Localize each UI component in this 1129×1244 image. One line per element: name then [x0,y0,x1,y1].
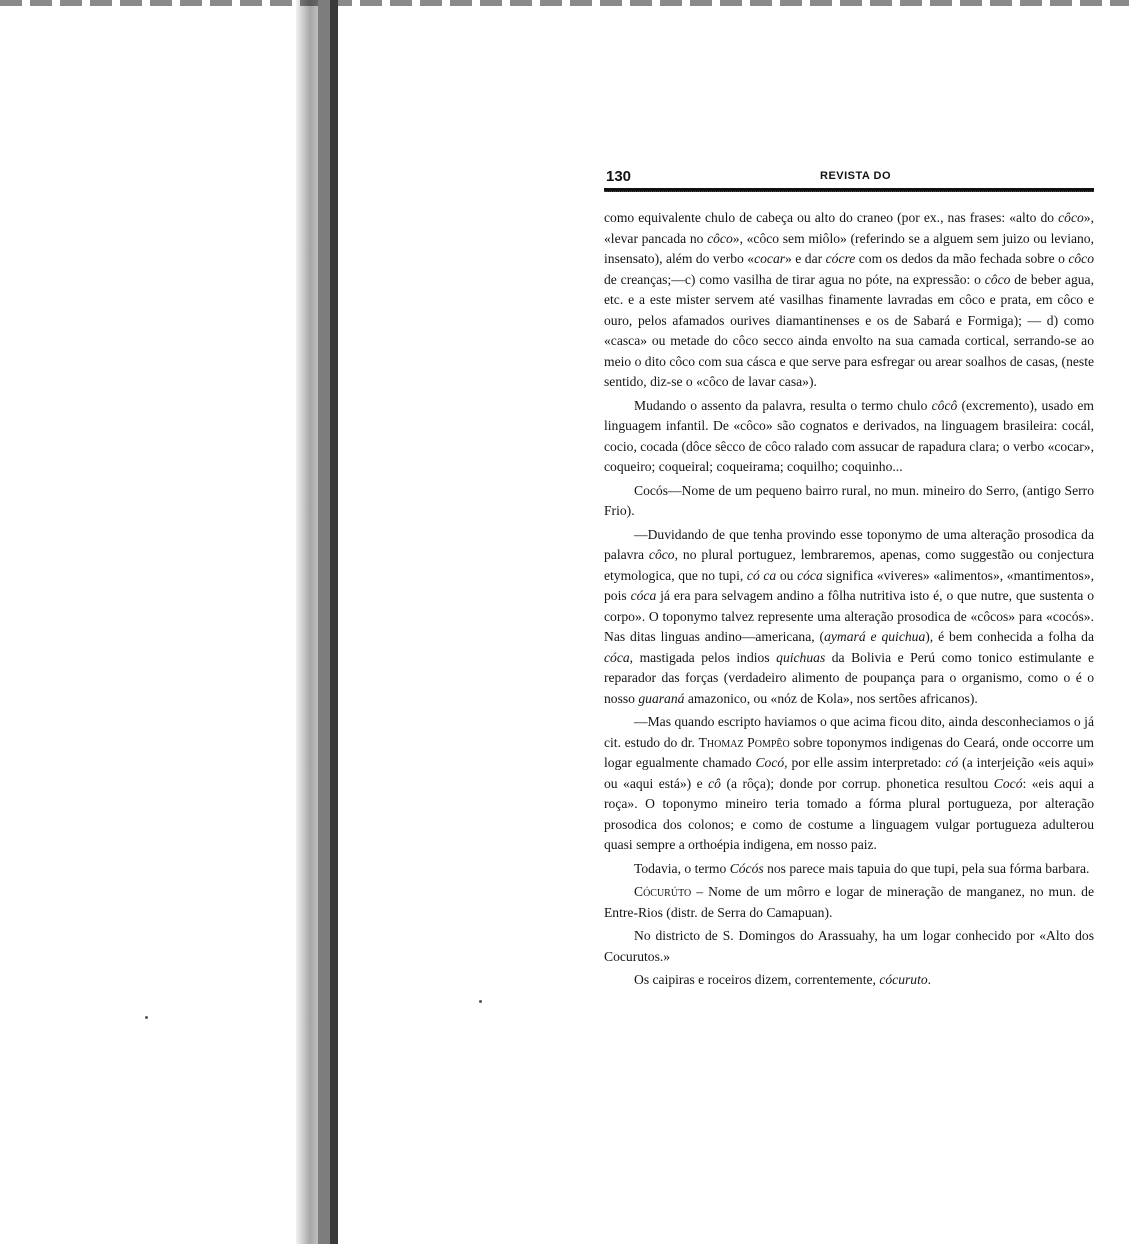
paragraph [604,481,1094,522]
italic-term: côco [984,271,1011,287]
italic-term: cô [708,775,721,791]
text-run: significa «viveres» «alimentos», «mantimentos», pois [604,567,1095,603]
italic-term: cócre [825,251,856,266]
italic-term: aymará e quichua [824,629,926,644]
paragraph [604,859,1094,880]
text-run: ), é bem conhecida a folha da [925,629,1094,644]
italic-term: cóca [797,567,823,583]
italic-term: cóca [630,588,657,603]
text-run: : «eis aqui a roça». O toponymo mineiro teria tomado a fórma plural portugueza, por alteração prosodica dos colonos; e como de costume a linguagem vulgar portugueza adulterou quasi sempre a orthoépia indigena, em nosso paiz. [604,775,1094,852]
italic-term: cocar [754,251,786,266]
scan-speck [479,1000,482,1003]
small-caps-name: Thomaz Pompêo [698,734,790,750]
text-run: . [927,972,932,987]
paragraph [604,525,1094,710]
paragraph [604,882,1094,923]
text-run: Os caipiras e roceiros dizem, correntemente, [634,972,880,987]
body-text [604,208,1094,991]
italic-term: côcô [931,397,958,413]
text-run: , mastigada pelos indios [629,649,777,665]
text-run: —Duvidando de que tenha provindo esse toponymo de uma alteração prosodica da palavra [604,526,1094,562]
text-run: como equivalente chulo de cabeça ou alto do craneo (por ex., nas frases: «alto do [604,210,1059,225]
italic-term: có [945,755,959,770]
text-run: », «levar pancada no [604,210,1094,246]
text-run: de creanças;—c) como vasilha de tirar agua no póte, na expressão: o [604,271,985,287]
text-run: , por elle assim interpretado: [784,755,946,770]
italic-term: cóca [604,649,630,665]
italic-term: côco [1068,251,1094,266]
book-page [604,166,1094,991]
text-run: amazonico, ou «nóz de Kola», nos sertões africanos). [684,690,978,706]
italic-term: côco [1058,210,1084,225]
paragraph [604,970,1094,991]
text-run: ou [776,567,798,583]
italic-term: Cócós [729,860,764,876]
text-run: Mudando o assento da palavra, resulta o termo chulo [634,397,932,413]
text-run: da Bolivia e Perú como tonico estimulante e reparador das forças (verdadeiro alimento de poupança para o organismo, como o é o nosso [604,649,1094,706]
text-run: com os dedos da mão fechada sobre o [855,251,1069,266]
paragraph [604,396,1094,478]
header-rule [604,188,1094,192]
text-run: – Nome de um môrro e logar de mineração de manganez, no mun. de Entre-Rios (distr. de Serra do Camapuan). [604,884,1094,920]
page-number: 130 [606,168,632,185]
small-caps-name: Cócurúto [634,884,692,899]
italic-term: có ca [746,567,777,583]
text-run: Cocós—Nome de um pequeno bairro rural, no mun. mineiro do Serro, (antigo Serro Frio). [604,482,1094,518]
italic-term: cócuruto [879,972,928,987]
page-header [604,166,1094,188]
text-run: —Mas quando escripto haviamos o que acima ficou dito, ainda desconheciamos o já cit. estudo do dr. [604,714,1094,750]
text-run: nos parece mais tapuia do que tupi, pela sua fórma barbara. [763,860,1090,876]
paragraph [604,208,1094,393]
text-run: já era para selvagem andino a fôlha nutritiva isto é, o que nutre, que sustenta o corpo». O toponymo talvez represente uma alteração prosodica de «côcos» para «cocós». Nas ditas linguas andino—americana, ( [604,588,1094,644]
text-run: (excremento), usado em linguagem infantil. De «côco» são cognatos e derivados, na linguagem brasileira: cocál, cocio, cocada (dôce sêcco de côco ralado com assucar de rapadura clara; o verbo «cocar», coqueiro; coqueiral; coqueirama; coquilho; coquinho... [604,397,1094,474]
text-run: No districto de S. Domingos do Arassuahy, ha um logar conhecido por «Alto dos Cocurutos.» [604,928,1094,964]
top-dashed-edge [0,0,1129,6]
text-run: de beber agua, etc. e a este mister servem até vasilhas finamente lavradas em côco e prata, em côco e ouro, pelos afamados ourives diamantinenses e os de Sabará e Formiga); — d) como «casca» ou metade do côco secco ainda envolto na sua camada cortical, serrando-se ao meio o dito côco com sua cásca e que serve para esfregar ou arear soalhos de casas, (neste sentido, diz-se o «côco de lavar casa»). [604,271,1094,389]
text-run: » e dar [785,251,826,266]
italic-term: Cocó [755,755,785,770]
paragraph [604,712,1094,856]
italic-term: côco [707,230,733,246]
book-spine-dark-band [330,0,338,1244]
text-run: (a interjeição «eis aqui» ou «aqui está») e [604,755,1094,791]
italic-term: côco [648,547,675,562]
italic-term: guaraná [638,690,685,706]
text-run: », «côco sem miôlo» (referindo se a alguem sem juizo ou leviano, insensato), além do verbo « [604,230,1094,266]
italic-term: quichuas [776,649,826,665]
book-spine-gray-band [318,0,330,1244]
text-run: , no plural portuguez, lembraremos, apenas, como suggestão ou conjectura etymologica, que no tupi, [604,547,1095,583]
running-head: REVISTA DO [820,170,892,182]
text-run: Todavia, o termo [634,860,730,876]
italic-term: Cocó [993,775,1023,791]
scan-speck [145,1016,148,1019]
paragraph [604,926,1094,967]
text-run: sobre toponymos indigenas do Ceará, onde occorre um logar egualmente chamado [604,734,1094,770]
text-run: (a rôça); donde por corrup. phonetica resultou [720,775,994,791]
